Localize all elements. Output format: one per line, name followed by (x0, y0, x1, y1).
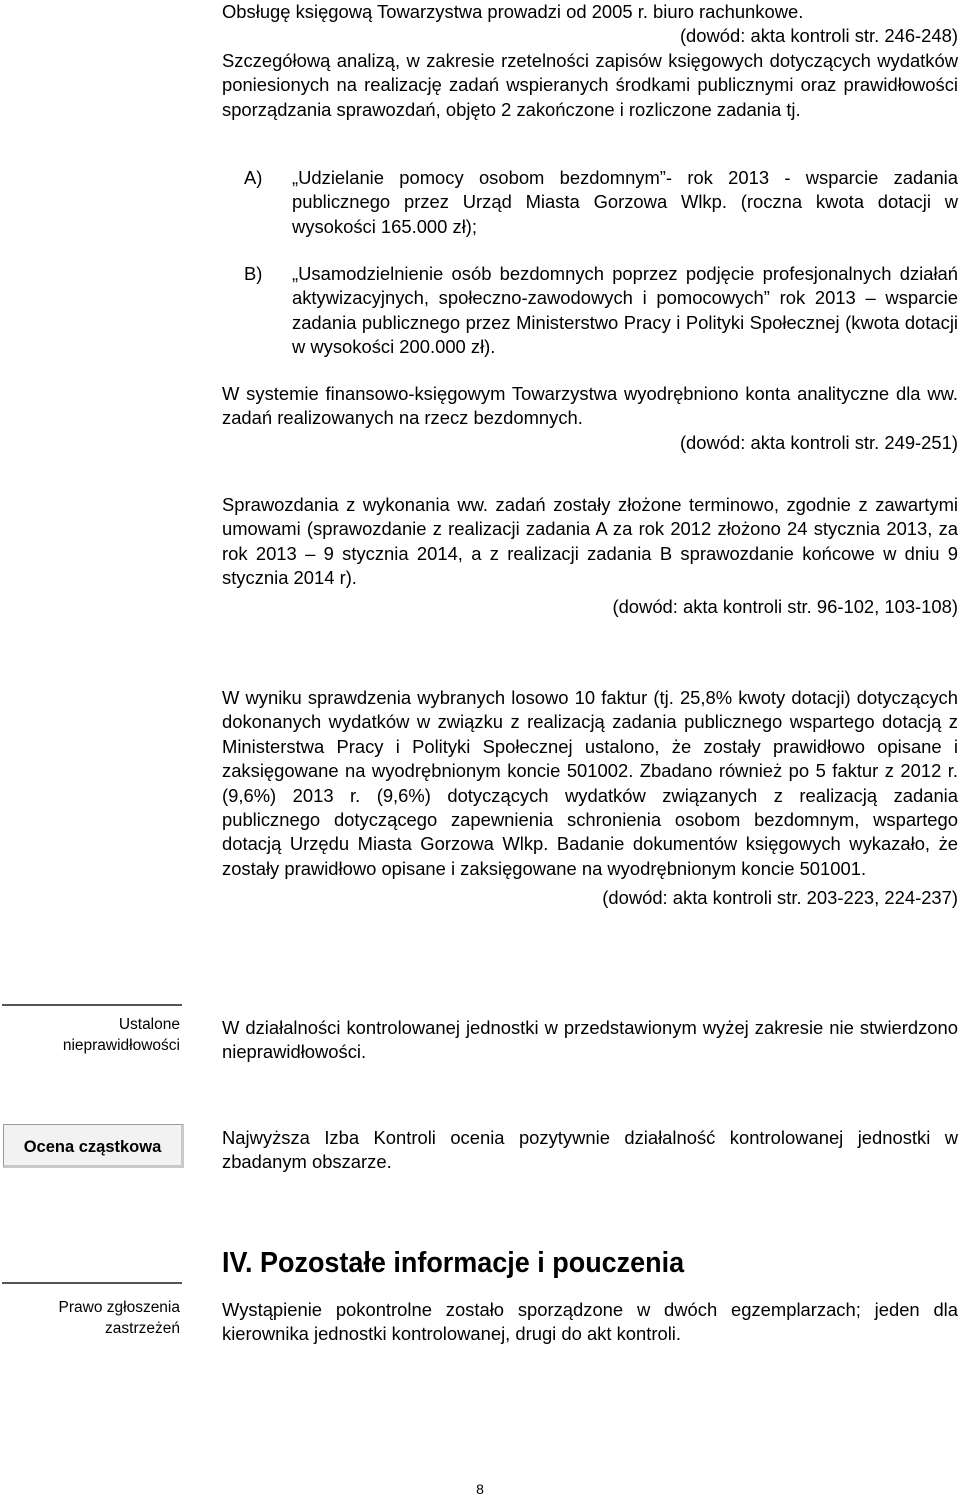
section4-block (222, 1298, 958, 1347)
side-label-line: zastrzeżeń (105, 1320, 180, 1337)
reports-paragraph: Sprawozdania z wykonania ww. zadań zostały złożone terminowo, zgodnie z zawartymi umowami (sprawozdanie z realizacji zadania A za rok 2012 złożono 24 stycznia 2013, za rok 2013 – 9 stycznia 2014, a z realizacji zadania B sprawozdanie końcowe w dniu 9 stycznia 2014 r). (222, 494, 958, 589)
evidence-note: (dowód: akta kontroli str. 203-223, 224-237) (602, 887, 958, 909)
side-label-irregularities (0, 1014, 180, 1056)
system-paragraph: W systemie finansowo-księgowym Towarzystwa wyodrębniono konta analityczne dla ww. zadań realizowanych na rzecz bezdomnych. (222, 383, 958, 429)
invoices-paragraph: W wyniku sprawdzenia wybranych losowo 10 faktur (tj. 25,8% kwoty dotacji) dotyczących dokonanych wydatków w związku z realizacją zadania publicznego wspartego dotacją z Ministerstwa Pracy i Polityki Społecznej ustalono, że zostały prawidłowo opisane i zaksięgowane na wyodrębnionym koncie 501002. Zbadano również po 5 faktur z 2012 r. (9,6%) 2013 r. (9,6%) dotyczących wydatków związanych z realizacją zadania publicznego dotyczącego zapewnienia schronienia osobom bezdomnym, wspartego dotacją Urzędu Miasta Gorzowa Wlkp. Badanie dokumentów księgowych wykazało, że zostały prawidłowo opisane i zaksięgowane na wyodrębnionym koncie 501001. (222, 687, 958, 879)
intro-line: Obsługę księgową Towarzystwa prowadzi od 2005 r. biuro rachunkowe. (222, 1, 804, 22)
system-block (222, 382, 958, 455)
side-divider (2, 1004, 182, 1006)
reports-block (222, 493, 958, 619)
side-label-line: Prawo zgłoszenia (58, 1299, 180, 1316)
task-text: „Usamodzielnienie osób bezdomnych poprzez podjęcie profesjonalnych działań aktywizacyjnych, społeczno-zawodowych i pomocowych” rok 2013 – wsparcie zadania publicznego przez Ministerstwo Pracy i Polityki Społecznej (kwota dotacji w wysokości 200.000 zł). (292, 263, 958, 358)
invoices-block (222, 686, 958, 911)
irregularities-block (222, 1016, 958, 1065)
analysis-paragraph: Szczegółową analizą, w zakresie rzetelności zapisów księgowych dotyczących wydatków poniesionych na realizację zadań wspieranych środkami publicznymi oraz prawidłowości sporządzania sprawozdań, objęto 2 zakończone i rozliczone zadania tj. (222, 49, 958, 120)
task-text: „Udzielanie pomocy osobom bezdomnym”- rok 2013 - wsparcie zadania publicznego przez Urząd Miasta Gorzowa Wlkp. (roczna kwota dotacji w wysokości 165.000 zł); (292, 167, 958, 237)
section-heading: IV. Pozostałe informacje i pouczenia (222, 1247, 685, 1279)
side-divider (2, 1282, 182, 1284)
evidence-note: (dowód: akta kontroli str. 249-251) (679, 431, 958, 453)
intro-block (222, 0, 958, 122)
assessment-badge: Ocena cząstkowa (3, 1124, 184, 1168)
task-item-b (244, 262, 958, 360)
assessment-block (222, 1126, 958, 1175)
side-label-line: Ustalone (118, 1016, 180, 1033)
irregularities-text: W działalności kontrolowanej jednostki w przedstawionym wyżej zakresie nie stwierdzono nieprawidłowości. (222, 1017, 958, 1063)
assessment-text: Najwyższa Izba Kontroli ocenia pozytywnie działalność kontrolowanej jednostki w zbadanym obszarze. (222, 1127, 958, 1173)
page-number: 8 (476, 1481, 484, 1497)
list-marker: A) (244, 167, 263, 188)
list-marker: B) (244, 263, 263, 284)
side-label-line: nieprawidłowości (62, 1037, 180, 1054)
task-item-a (244, 166, 958, 239)
evidence-note: (dowód: akta kontroli str. 246-248) (679, 25, 958, 47)
side-label-objections (0, 1297, 180, 1339)
section4-text: Wystąpienie pokontrolne zostało sporządzone w dwóch egzemplarzach; jeden dla kierownika jednostki kontrolowanej, drugi do akt kontroli. (222, 1299, 958, 1345)
evidence-note: (dowód: akta kontroli str. 96-102, 103-108) (612, 595, 958, 617)
